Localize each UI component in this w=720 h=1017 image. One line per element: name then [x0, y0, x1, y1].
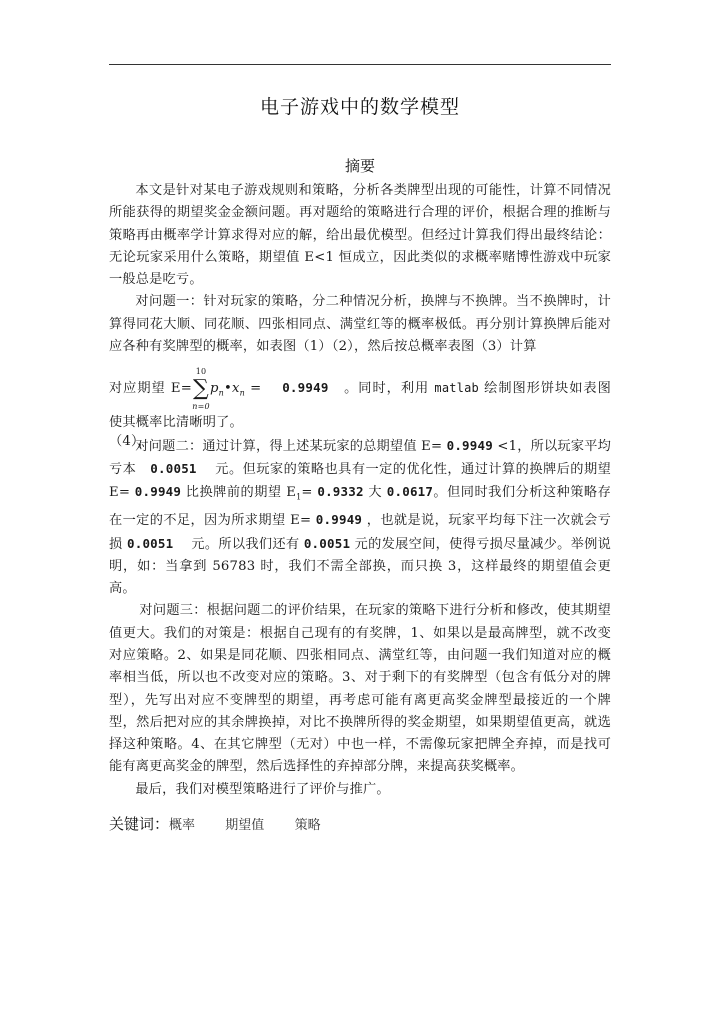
abstract-paragraph-problem-2 — [109, 435, 611, 601]
sigma-icon: ∑ — [193, 375, 209, 401]
summation-symbol — [192, 366, 210, 411]
text-span: 对问题二：通过计算，得上述某玩家的总期望值 E= — [135, 438, 447, 454]
formula-after-1: 。同时，利用 — [344, 381, 435, 397]
text-span: 大 — [363, 485, 387, 501]
text-span: 元。所以我们还有 — [186, 536, 304, 552]
formula-equals: = — [245, 381, 267, 397]
text-span: 元。但玩家的策略也具有一定的优化性，通过计算的换牌后的期望 E= — [109, 461, 611, 501]
abstract-paragraph-conclusion: 最后，我们对模型策略进行了评价与推广。 — [135, 781, 390, 797]
text-span: ，也就是说，玩家平均每下注一次就会亏损 — [109, 513, 611, 552]
formula-value: 0.9949 — [282, 380, 329, 396]
header-rule — [109, 64, 611, 65]
value-expectation: 0.9949 — [446, 437, 493, 453]
keywords-label: 关键词： — [109, 815, 170, 833]
text-span: = — [301, 485, 318, 501]
abstract-heading: 摘要 — [344, 157, 375, 175]
text-span: 比换牌前的期望 E — [181, 485, 297, 501]
value-loss: 0.0051 — [150, 460, 197, 476]
e1-subscript: 1 — [296, 492, 302, 502]
abstract-body — [109, 180, 611, 801]
sum-upper-limit: 10 — [195, 366, 207, 376]
formula-term-p-sub: n — [218, 389, 225, 399]
sum-lower-limit: n=0 — [192, 401, 210, 411]
value-loss-2: 0.0051 — [127, 535, 174, 551]
keyword-item: 策略 — [294, 818, 321, 833]
keyword-item: 期望值 — [225, 818, 265, 833]
keyword-item: 概率 — [169, 818, 196, 833]
formula-prefix: 对应期望 E= — [109, 381, 192, 397]
matlab-text: matlab — [434, 381, 479, 396]
formula-after-2: 绘制图形饼块如表图（4）， — [109, 381, 611, 450]
value-expectation-2: 0.9949 — [315, 512, 363, 528]
text-span: <1，所以玩家平均亏本 — [109, 438, 611, 477]
value-loss-3: 0.0051 — [303, 535, 351, 551]
text-span: 元的发展空间，使得亏损尽量减少。举例说明，如：当拿到 56783 时，我们不需全部换，而只换 3，这样最终的期望值会更高。 — [109, 536, 611, 597]
value-expectation-before: 0.9332 — [317, 484, 364, 500]
abstract-paragraph-problem-3: 对问题三：根据问题二的评价结果，在玩家的策略下进行分析和修改，使其期望值更大。我们的对策是：根据自己现有的有奖牌，1、如果以是最高牌型，就不改变对应策略。2、如果是同花顺、四张相同点、满堂红等，由问题一我们知道对应的概率相当低，所以也不改变对应的策略。3、对于剩下的有奖牌型（包含有低分对的牌型），先写出对应不变牌型的期望，再考虑可能有离更高奖金牌型最接近的一个牌型，然后把对应的其余牌换掉，对比不换牌所得的奖金期望，如果期望值更高，就选择这种策略。4、在其它牌型（无对）中也一样，不需像玩家把牌全弃掉，而是找可能有离更高奖金的牌型，然后选择性的弃掉部分牌，来提高获奖概率。 — [109, 603, 611, 775]
formula-term-x: x — [232, 381, 240, 397]
abstract-paragraph-problem-1-end: 使其概率比清晰明了。 — [109, 415, 243, 431]
keywords — [109, 813, 343, 834]
formula-dot: • — [224, 381, 232, 397]
formula-term-p: p — [210, 381, 219, 397]
document-title: 电子游戏中的数学模型 — [259, 96, 460, 118]
value-difference: 0.0617 — [386, 484, 434, 500]
text-span: 。但同时我们分析这种策略存在一定的不足，因为所求期望 E= — [109, 485, 611, 529]
formula-term-x-sub: n — [239, 389, 245, 399]
abstract-paragraph-problem-1: 对问题一：针对玩家的策略，分二种情况分析，换牌与不换牌。当不换牌时，计算得同花大顺、同花顺、四张相同点、满堂红等的概率极低。再分别计算换牌后能对应各种有奖牌型的概率，如表图（1）（2），然后按总概率表图（3）计算 — [109, 294, 611, 355]
abstract-paragraph-1: 本文是针对某电子游戏规则和策略，分析各类牌型出现的可能性，计算不同情况所能获得的期望奖金金额问题。再对题给的策略进行合理的评价，根据合理的推断与策略再由概率学计算求得对应的解，给出最优模型。但经过计算我们得出最终结论：无论玩家采用什么策略，期望值 E<1 恒成立，因此类似的求概率赌博性游戏中玩家一般总是吃亏。 — [109, 183, 611, 288]
value-expectation-after: 0.9949 — [134, 484, 182, 500]
